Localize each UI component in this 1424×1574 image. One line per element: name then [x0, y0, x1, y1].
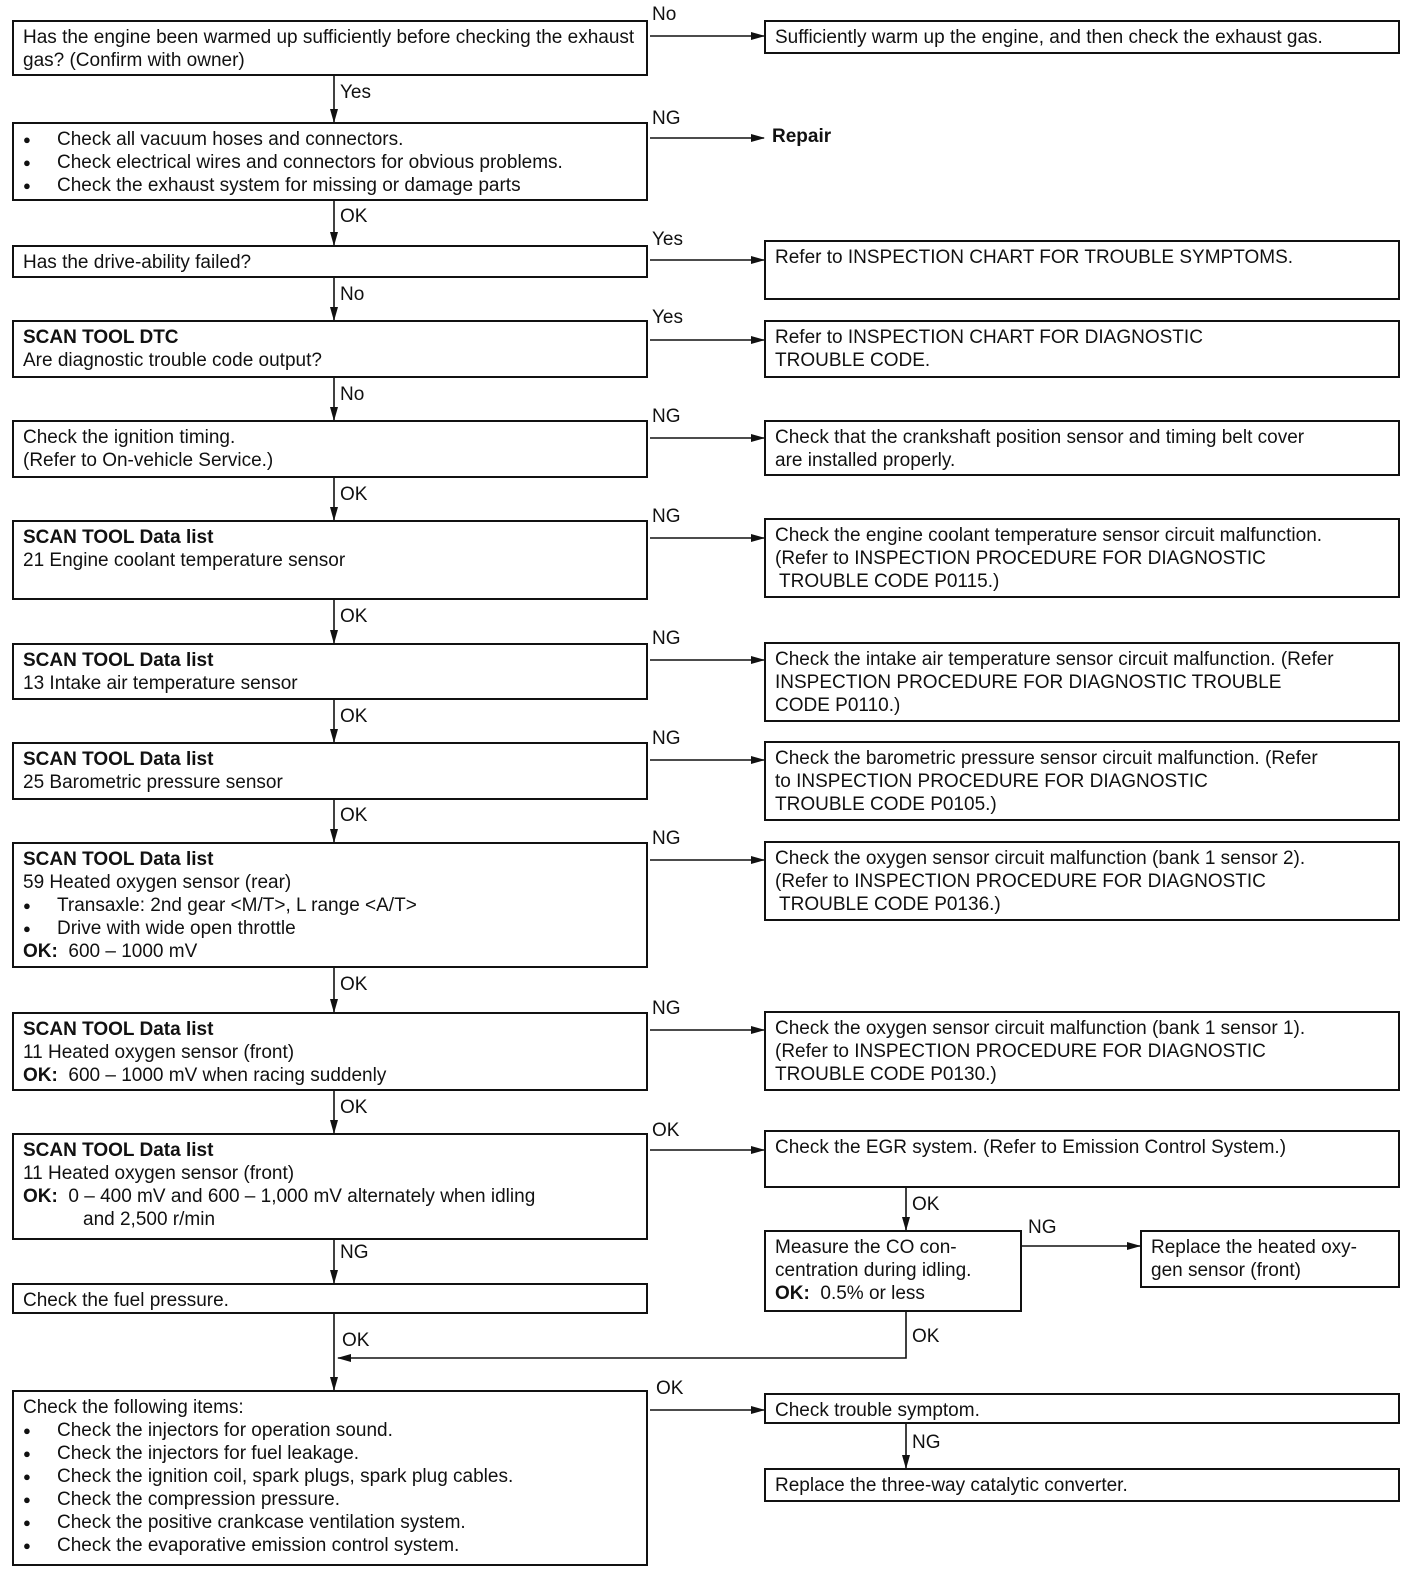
r1-box: Sufficiently warm up the engine, and then check the exhaust gas. — [764, 20, 1400, 54]
q6-box: SCAN TOOL Data list 21 Engine coolant temperature sensor — [12, 520, 648, 600]
q4-box: SCAN TOOL DTC Are diagnostic trouble code output? — [12, 320, 648, 378]
q3-down-label: No — [340, 284, 365, 305]
q11-branch-label: OK — [652, 1120, 680, 1141]
q8-box: SCAN TOOL Data list 25 Barometric pressure sensor — [12, 742, 648, 800]
r5-box: Check that the crankshaft position sensor and timing belt cover are installed properly. — [764, 420, 1400, 476]
repair-label: Repair — [772, 126, 832, 147]
q11-box: SCAN TOOL Data list 11 Heated oxygen sensor (front) OK: 0 – 400 mV and 600 – 1,000 mV alternately when idling and 2,500 r/min — [12, 1133, 648, 1240]
q1-box: Has the engine been warmed up sufficiently before checking the exhaust gas? (Confirm with owner) — [12, 20, 648, 76]
r8-box: Check the barometric pressure sensor circuit malfunction. (Refer to INSPECTION PROCEDURE FOR DIAGNOSTIC TROUBLE CODE P0105.) — [764, 741, 1400, 821]
q9-down-label: OK — [340, 974, 368, 995]
r14-box: Replace the three-way catalytic converter. — [764, 1468, 1400, 1502]
q12-down-label: OK — [342, 1330, 370, 1351]
q11-ok-value-cont: and 2,500 r/min — [83, 1209, 216, 1230]
q9-box: SCAN TOOL Data list 59 Heated oxygen sensor (rear) ● Transaxle: 2nd gear <M/T>, L range <A/T> ● Drive with wide open throttle OK: 600 – 1000 mV — [12, 842, 648, 968]
co-branch-label: NG — [1028, 1217, 1057, 1238]
q10-ok-value: 600 – 1000 mV when racing suddenly — [68, 1065, 387, 1086]
q1-down-label: Yes — [340, 82, 371, 103]
r10-box: Check the oxygen sensor circuit malfunction (bank 1 sensor 1). (Refer to INSPECTION PROCEDURE FOR DIAGNOSTIC TROUBLE CODE P0130.) — [764, 1011, 1400, 1091]
r9-box: Check the oxygen sensor circuit malfunction (bank 1 sensor 2). (Refer to INSPECTION PROCEDURE FOR DIAGNOSTIC TROUBLE CODE P0136.) — [764, 841, 1400, 921]
q8-down-label: OK — [340, 805, 368, 826]
q4-branch-label: Yes — [652, 307, 683, 328]
r3-box: Refer to INSPECTION CHART FOR TROUBLE SYMPTOMS. — [764, 240, 1400, 300]
r6-box: Check the engine coolant temperature sensor circuit malfunction. (Refer to INSPECTION PROCEDURE FOR DIAGNOSTIC TROUBLE CODE P0115.) — [764, 518, 1400, 598]
q2-down-label: OK — [340, 206, 368, 227]
co-box: Measure the CO con- centration during idling. OK: 0.5% or less — [764, 1230, 1022, 1312]
q7-box: SCAN TOOL Data list 13 Intake air temperature sensor — [12, 643, 648, 700]
q10-branch-label: NG — [652, 998, 681, 1019]
q3-box: Has the drive-ability failed? — [12, 245, 648, 278]
q10-box: SCAN TOOL Data list 11 Heated oxygen sensor (front) OK: 600 – 1000 mV when racing suddenly — [12, 1012, 648, 1091]
q2-box: ● Check all vacuum hoses and connectors. ● Check electrical wires and connectors for obvious problems. ● Check the exhaust system for missing or damage parts — [12, 122, 648, 201]
q3-branch-label: Yes — [652, 229, 683, 250]
r7-box: Check the intake air temperature sensor circuit malfunction. (Refer INSPECTION PROCEDURE FOR DIAGNOSTIC TROUBLE CODE P0110.) — [764, 642, 1400, 722]
q9-ok-value: 600 – 1000 mV — [68, 941, 198, 962]
q7-branch-label: NG — [652, 628, 681, 649]
q10-down-label: OK — [340, 1097, 368, 1118]
q1-branch-label: No — [652, 4, 677, 25]
co-ok-value: 0.5% or less — [820, 1283, 925, 1304]
rco-box: Replace the heated oxy- gen sensor (front) — [1140, 1230, 1400, 1288]
q7-down-label: OK — [340, 706, 368, 727]
q13-branch-label: OK — [656, 1378, 684, 1399]
r13-box: Check trouble symptom. — [764, 1393, 1400, 1424]
q2-branch-label: NG — [652, 108, 681, 129]
co-ok-key: OK: — [775, 1283, 810, 1304]
q9-ok-key: OK: — [23, 941, 58, 962]
q12-box: Check the fuel pressure. — [12, 1283, 648, 1314]
q11-down-label: NG — [340, 1242, 369, 1263]
co-down-label: OK — [912, 1326, 940, 1347]
r11-down-label: OK — [912, 1194, 940, 1215]
q11-ok-key: OK: — [23, 1186, 58, 1207]
q6-down-label: OK — [340, 606, 368, 627]
q10-ok-key: OK: — [23, 1065, 58, 1086]
q11-ok-value: 0 – 400 mV and 600 – 1,000 mV alternately when idling — [68, 1186, 536, 1207]
q5-down-label: OK — [340, 484, 368, 505]
q5-branch-label: NG — [652, 406, 681, 427]
r4-box: Refer to INSPECTION CHART FOR DIAGNOSTIC TROUBLE CODE. — [764, 320, 1400, 378]
r11-box: Check the EGR system. (Refer to Emission Control System.) — [764, 1130, 1400, 1188]
q9-branch-label: NG — [652, 828, 681, 849]
arrow-co-join — [338, 1312, 906, 1358]
r13-down-label: NG — [912, 1432, 941, 1453]
q13-box: Check the following items: ● Check the injectors for operation sound. ● Check the injectors for fuel leakage. ● Check the ignition coil, spark plugs, spark plug cables. ● Check the compression pressure. ● Check the positive crankcase ventilation system. ● Check the evaporative emission control system. — [12, 1390, 648, 1566]
q4-down-label: No — [340, 384, 365, 405]
q5-box: Check the ignition timing. (Refer to On-vehicle Service.) — [12, 420, 648, 478]
q8-branch-label: NG — [652, 728, 681, 749]
q6-branch-label: NG — [652, 506, 681, 527]
